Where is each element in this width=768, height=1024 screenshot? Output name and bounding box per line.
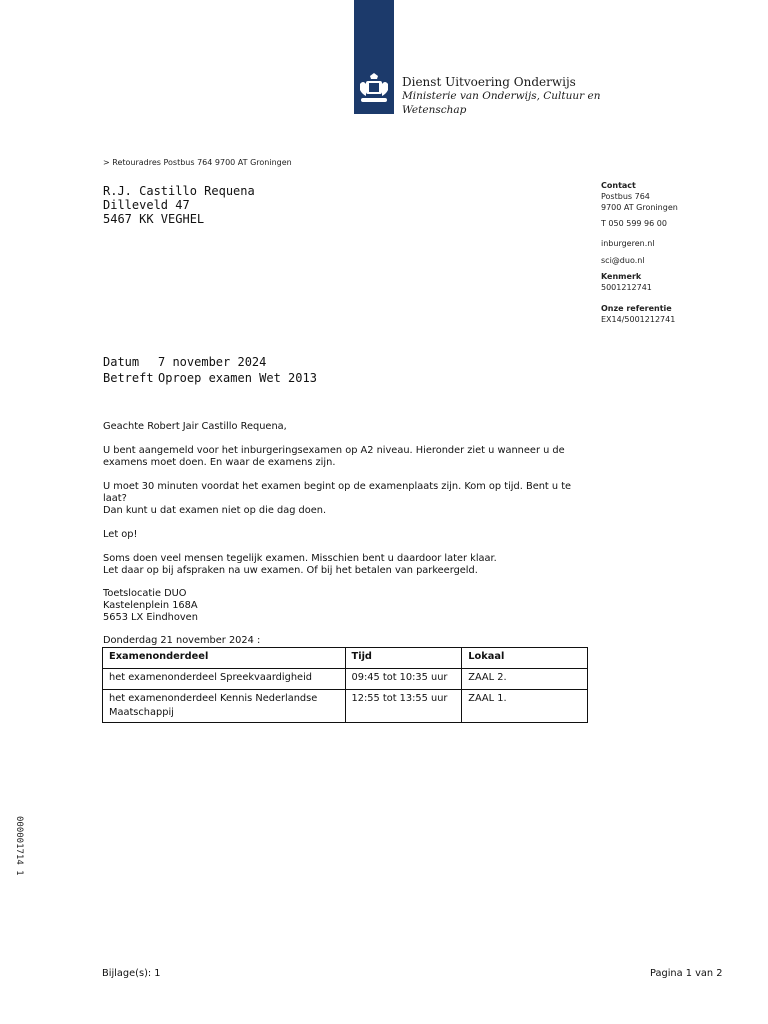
contact-sidebar — [601, 180, 751, 325]
contact-line-1: Postbus 764 — [601, 192, 650, 201]
paragraph-4 — [103, 553, 583, 577]
page-number: Pagina 1 van 2 — [650, 968, 723, 979]
crest-icon — [357, 72, 391, 106]
table-row — [103, 690, 588, 723]
organization-name — [402, 75, 601, 117]
paragraph-3 — [103, 529, 583, 541]
salutation-text: Geachte Robert Jair Castillo Requena, — [103, 421, 287, 432]
paragraph-4-line-1: Soms doen veel mensen tegelijk examen. Misschien bent u daardoor later klaar. — [103, 553, 497, 564]
org-line-1: Dienst Uitvoering Onderwijs — [402, 75, 576, 89]
recipient-street: Dilleveld 47 — [103, 198, 190, 212]
paragraph-1 — [103, 445, 583, 469]
recipient-name: R.J. Castillo Requena — [103, 184, 255, 198]
location-city: 5653 LX Eindhoven — [103, 612, 198, 623]
kenmerk-heading: Kenmerk — [601, 272, 642, 281]
recipient-city: 5467 KK VEGHEL — [103, 212, 205, 226]
date-row — [103, 354, 317, 370]
subject-row — [103, 370, 317, 386]
table-row — [103, 669, 588, 690]
document-code: 000001714 1 — [14, 816, 24, 876]
location-name: Toetslocatie DUO — [103, 588, 187, 599]
contact-email[interactable]: sci@duo.nl — [601, 256, 645, 265]
attachments-count: Bijlage(s): 1 — [102, 968, 161, 979]
schedule-date: Donderdag 21 november 2024 : — [103, 635, 261, 646]
subject-label: Betreft — [103, 371, 154, 385]
org-line-3: Wetenschap — [402, 104, 467, 116]
contact-phone: T 050 599 96 00 — [601, 219, 667, 228]
recipient-address — [103, 184, 255, 226]
paragraph-2 — [103, 481, 583, 517]
table-cell: ZAAL 2. — [462, 669, 588, 690]
table-cell: ZAAL 1. — [462, 690, 588, 723]
exam-schedule-table — [102, 647, 588, 723]
date-label: Datum — [103, 355, 140, 369]
paragraph-3-text: Let op! — [103, 529, 138, 540]
org-line-2: Ministerie van Onderwijs, Cultuur en — [402, 90, 601, 102]
location-street: Kastelenplein 168A — [103, 600, 198, 611]
letter-body — [103, 421, 583, 589]
paragraph-1-line-2: examens moet doen. En waar de examens zijn. — [103, 457, 336, 468]
table-cell: 12:55 tot 13:55 uur — [345, 690, 462, 723]
column-header: Examenonderdeel — [103, 648, 346, 669]
contact-line-2: 9700 AT Groningen — [601, 203, 678, 212]
table-cell: het examenonderdeel Spreekvaardigheid — [103, 669, 346, 690]
table-cell: 09:45 tot 10:35 uur — [345, 669, 462, 690]
referentie-value: EX14/5001212741 — [601, 315, 676, 324]
letter-meta — [103, 354, 317, 386]
column-header: Tijd — [345, 648, 462, 669]
exam-location — [103, 588, 198, 624]
return-address: > Retouradres Postbus 764 9700 AT Groningen — [103, 158, 292, 167]
date-value: 7 november 2024 — [158, 355, 267, 369]
table-cell: het examenonderdeel Kennis Nederlandse Maatschappij — [103, 690, 346, 723]
column-header: Lokaal — [462, 648, 588, 669]
table-header-row — [103, 648, 588, 669]
contact-website[interactable]: inburgeren.nl — [601, 239, 655, 248]
kenmerk-value: 5001212741 — [601, 283, 652, 292]
subject-value: Oproep examen Wet 2013 — [158, 371, 317, 385]
contact-heading: Contact — [601, 181, 636, 190]
salutation — [103, 421, 583, 433]
paragraph-1-line-1: U bent aangemeld voor het inburgeringsexamen op A2 niveau. Hieronder ziet u wanneer u de — [103, 445, 565, 456]
paragraph-2-line-1: U moet 30 minuten voordat het examen begint op de examenplaats zijn. Kom op tijd. Bent u te laat? — [103, 481, 572, 504]
paragraph-2-line-2: Dan kunt u dat examen niet op die dag doen. — [103, 505, 327, 516]
referentie-heading: Onze referentie — [601, 304, 672, 313]
paragraph-4-line-2: Let daar op bij afspraken na uw examen. Of bij het betalen van parkeergeld. — [103, 565, 478, 576]
